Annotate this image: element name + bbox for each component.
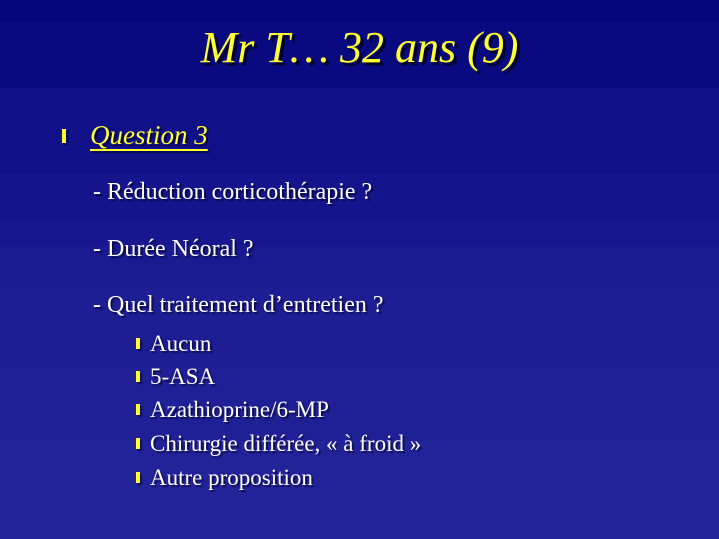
option-row-5asa [136,365,215,388]
bar-bullet-icon [136,404,140,415]
bar-bullet-icon [136,472,140,483]
option-row-autre [136,466,313,489]
option-label: Chirurgie différée, « à froid » [150,431,422,456]
bar-bullet-icon [136,438,140,449]
bar-bullet-icon [62,129,66,143]
point-duree-neoral: - Durée Néoral ? [93,236,254,262]
question-heading: Question 3 [90,120,208,150]
slide-title: Mr T… 32 ans (9) [200,23,519,72]
option-row-azathioprine [136,398,329,421]
question-row [62,122,208,149]
option-row-aucun [136,332,211,355]
option-label: Autre proposition [150,465,313,490]
option-label: Azathioprine/6-MP [150,397,329,422]
bar-bullet-icon [136,338,140,349]
point-traitement-entretien: - Quel traitement d’entretien ? [93,292,384,318]
bar-bullet-icon [136,371,140,382]
option-label: 5-ASA [150,364,216,389]
option-row-chirurgie [136,432,421,455]
option-label: Aucun [150,331,212,356]
point-reduction-corticotherapie: - Réduction corticothérapie ? [93,179,373,205]
